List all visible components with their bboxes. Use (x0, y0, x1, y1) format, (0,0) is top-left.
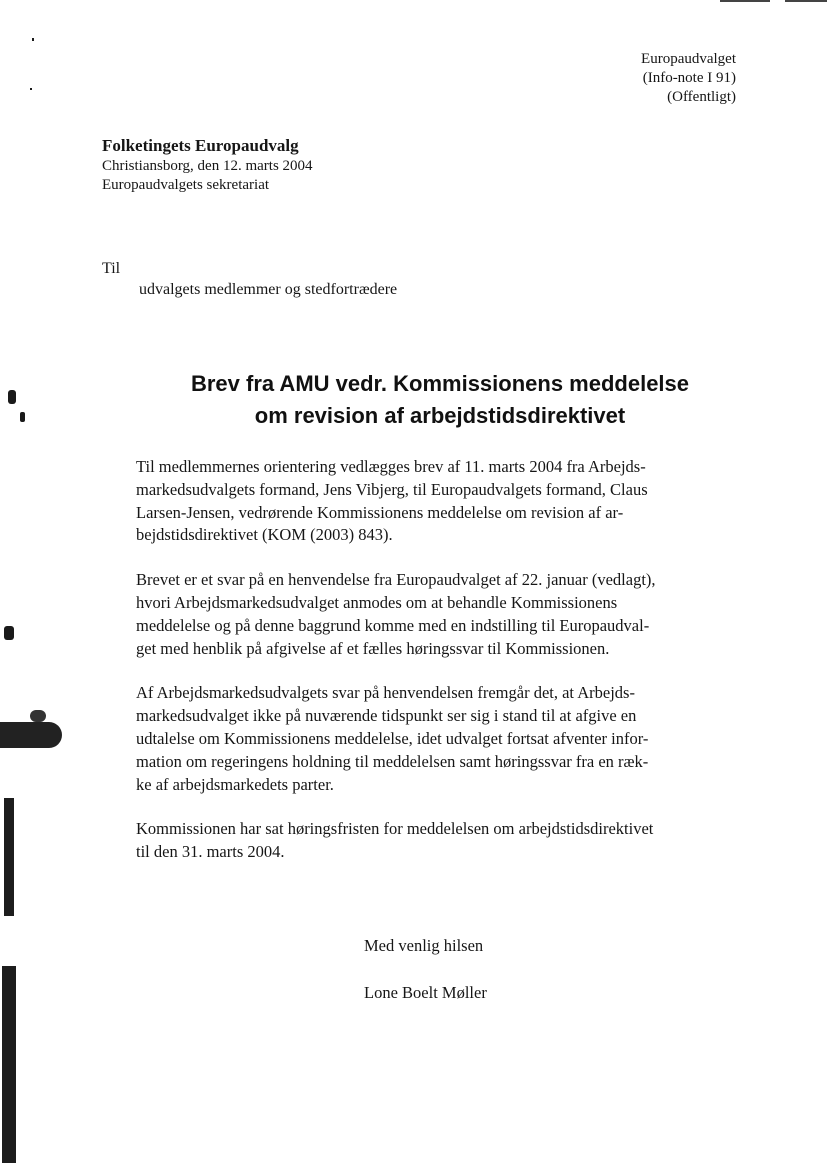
sender-block (102, 135, 313, 195)
text-line: get med henblik på afgivelse af et fælles høringssvar til Kommissionen. (136, 638, 610, 658)
recipient-value: udvalgets medlemmer og stedfortrædere (139, 281, 398, 298)
text-line: til den 31. marts 2004. (136, 842, 285, 862)
sender-organisation: Folketingets Europaudvalg (102, 136, 299, 155)
scan-speck (20, 412, 25, 422)
binding-edge (2, 966, 16, 1163)
sender-place-date: Christiansborg, den 12. marts 2004 (102, 158, 313, 174)
text-line: meddelelse og på denne baggrund komme med en indstilling til Europaudval- (136, 615, 650, 635)
committee-name: Europaudvalget (641, 51, 736, 67)
scan-speck (8, 390, 16, 404)
binding-edge (4, 798, 14, 916)
scan-speck (4, 626, 14, 640)
sender-department: Europaudvalgets sekretariat (102, 177, 270, 193)
paragraph (136, 569, 736, 660)
text-line: Kommissionen har sat høringsfristen for meddelelsen om arbejdstidsdirektivet (136, 819, 654, 839)
text-line: Til medlemmernes orientering vedlægges brev af 11. marts 2004 fra Arbejds- (136, 457, 646, 476)
closing-salutation: Med venlig hilsen (364, 936, 484, 955)
text-line: udtalelse om Kommissionens meddelelse, idet udvalget fortsat afventer infor- (136, 728, 649, 748)
scan-edge-line (720, 0, 770, 2)
text-line: ke af arbejdsmarkedets parter. (136, 774, 334, 794)
scan-edge-line (785, 0, 827, 2)
punch-hole-shadow (30, 710, 46, 722)
recipient-label: Til (102, 260, 121, 277)
document-body (136, 456, 736, 886)
text-line: Larsen-Jensen, vedrørende Kommissionens meddelelse om revision af ar- (136, 502, 624, 522)
text-line: Af Arbejdsmarkedsudvalgets svar på henvendelsen fremgår det, at Arbejds- (136, 683, 635, 703)
text-line: mation om regeringens holdning til meddelelsen samt høringssvar fra en ræk- (136, 751, 649, 771)
text-line: markedsudvalgets formand, Jens Vibjerg, til Europaudvalgets formand, Claus (136, 479, 648, 499)
punch-hole-shadow (0, 722, 62, 748)
text-line: hvori Arbejdsmarkedsudvalget anmodes om at behandle Kommissionens (136, 592, 618, 612)
text-line: bejdstidsdirektivet (KOM (2003) 843). (136, 525, 393, 545)
paragraph (136, 682, 736, 796)
title-line: Brev fra AMU vedr. Kommissionens meddelelse (190, 371, 690, 396)
reference-block (641, 50, 736, 107)
scan-speck (32, 38, 34, 41)
signature-name: Lone Boelt Møller (364, 983, 487, 1002)
title-line: om revision af arbejdstidsdirektivet (254, 403, 626, 428)
paragraph (136, 818, 736, 864)
paragraph (136, 456, 736, 547)
text-line: markedsudvalget ikke på nuværende tidspunkt ser sig i stand til at afgive en (136, 706, 637, 726)
info-note-number: (Info-note I 91) (642, 70, 736, 86)
text-line: Brevet er et svar på en henvendelse fra Europaudvalget af 22. januar (vedlagt), (136, 570, 656, 590)
document-title (110, 368, 770, 432)
scan-speck (30, 88, 32, 90)
classification-label: (Offentligt) (667, 89, 736, 105)
